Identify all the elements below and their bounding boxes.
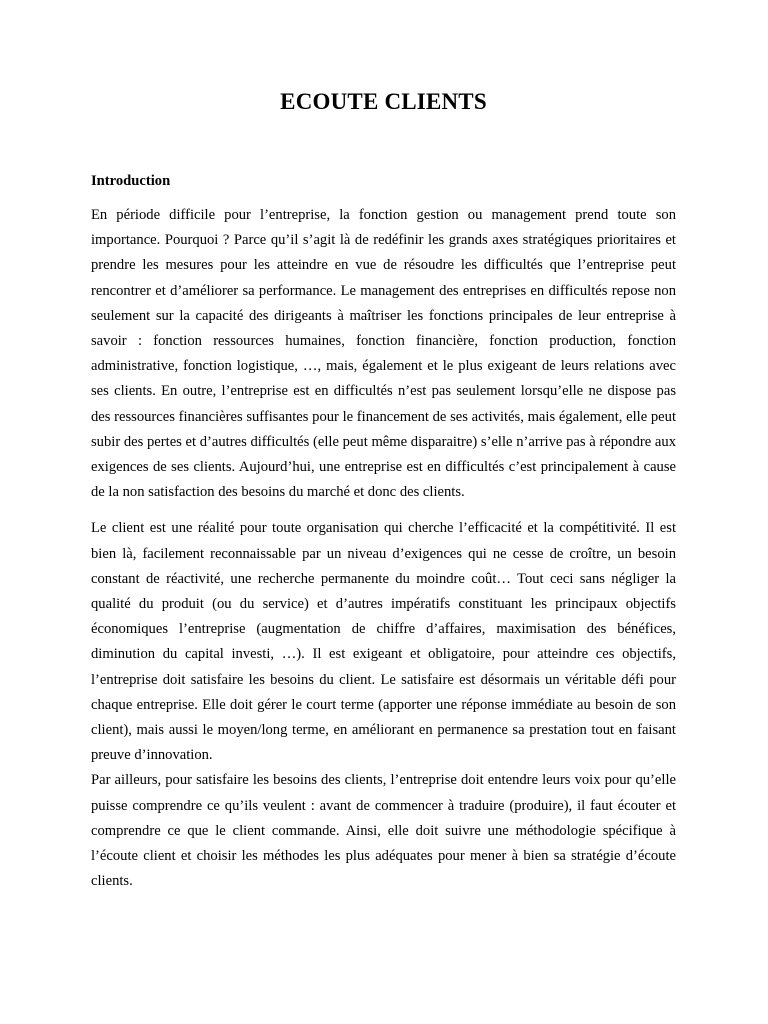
document-page — [91, 0, 676, 894]
paragraph-1: En période difficile pour l’entreprise, la fonction gestion ou management prend toute son importance. Pourquoi ? Parce qu’il s’agit là de redéfinir les grands axes stratégiques prioritaires et prendre les mesures pour les atteindre en vue de résoudre les difficultés que l’entreprise peut rencontrer et d’améliorer sa performance. Le management des entreprises en difficultés repose non seulement sur la capacité des dirigeants à maîtriser les fonctions principales de leur entreprise à savoir : fonction ressources humaines, fonction financière, fonction production, fonction administrative, fonction logistique, …, mais, également et le plus exigeant de leurs relations avec ses clients. En outre, l’entreprise est en difficultés n’est pas seulement lorsqu’elle ne dispose pas des ressources financières suffisantes pour le financement de ses activités, mais également, elle peut subir des pertes et d’autres difficultés (elle peut même disparaitre) s’elle n’arrive pas à répondre aux exigences de ses clients. Aujourd’hui, une entreprise est en difficultés c’est principalement à cause de la non satisfaction des besoins du marché et donc des clients. — [91, 207, 676, 501]
paragraph-2: Le client est une réalité pour toute organisation qui cherche l’efficacité et la compétitivité. Il est bien là, facilement reconnaissable par un niveau d’exigences qui ne cesse de croître, un besoin constant de réactivité, une recherche permanente du moindre coût… Tout ceci sans négliger la qualité du produit (ou du service) et d’autres impératifs constituant les principaux objectifs économiques l’entreprise (augmentation de chiffre d’affaires, maximisation des bénéfices, diminution du capital investi, …). Il est exigeant et obligatoire, pour atteindre ces objectifs, l’entreprise doit satisfaire les besoins du client. Le satisfaire est désormais un véritable défi pour chaque entreprise. Elle doit gérer le court terme (apporter une réponse immédiate au besoin de son client), mais aussi le moyen/long terme, en améliorant en permanence sa prestation tout en faisant preuve d’innovation. — [91, 520, 676, 764]
paragraph-3: Par ailleurs, pour satisfaire les besoins des clients, l’entreprise doit entendre leurs voix pour qu’elle puisse comprendre ce qu’ils veulent : avant de commencer à traduire (produire), il faut écouter et comprendre ce que le client commande. Ainsi, elle doit suivre une méthodologie spécifique à l’écoute client et choisir les méthodes les plus adéquates pour mener à bien sa stratégie d’écoute clients. — [91, 772, 676, 890]
document-title: ECOUTE CLIENTS — [280, 89, 487, 114]
section-heading-introduction: Introduction — [91, 173, 171, 189]
